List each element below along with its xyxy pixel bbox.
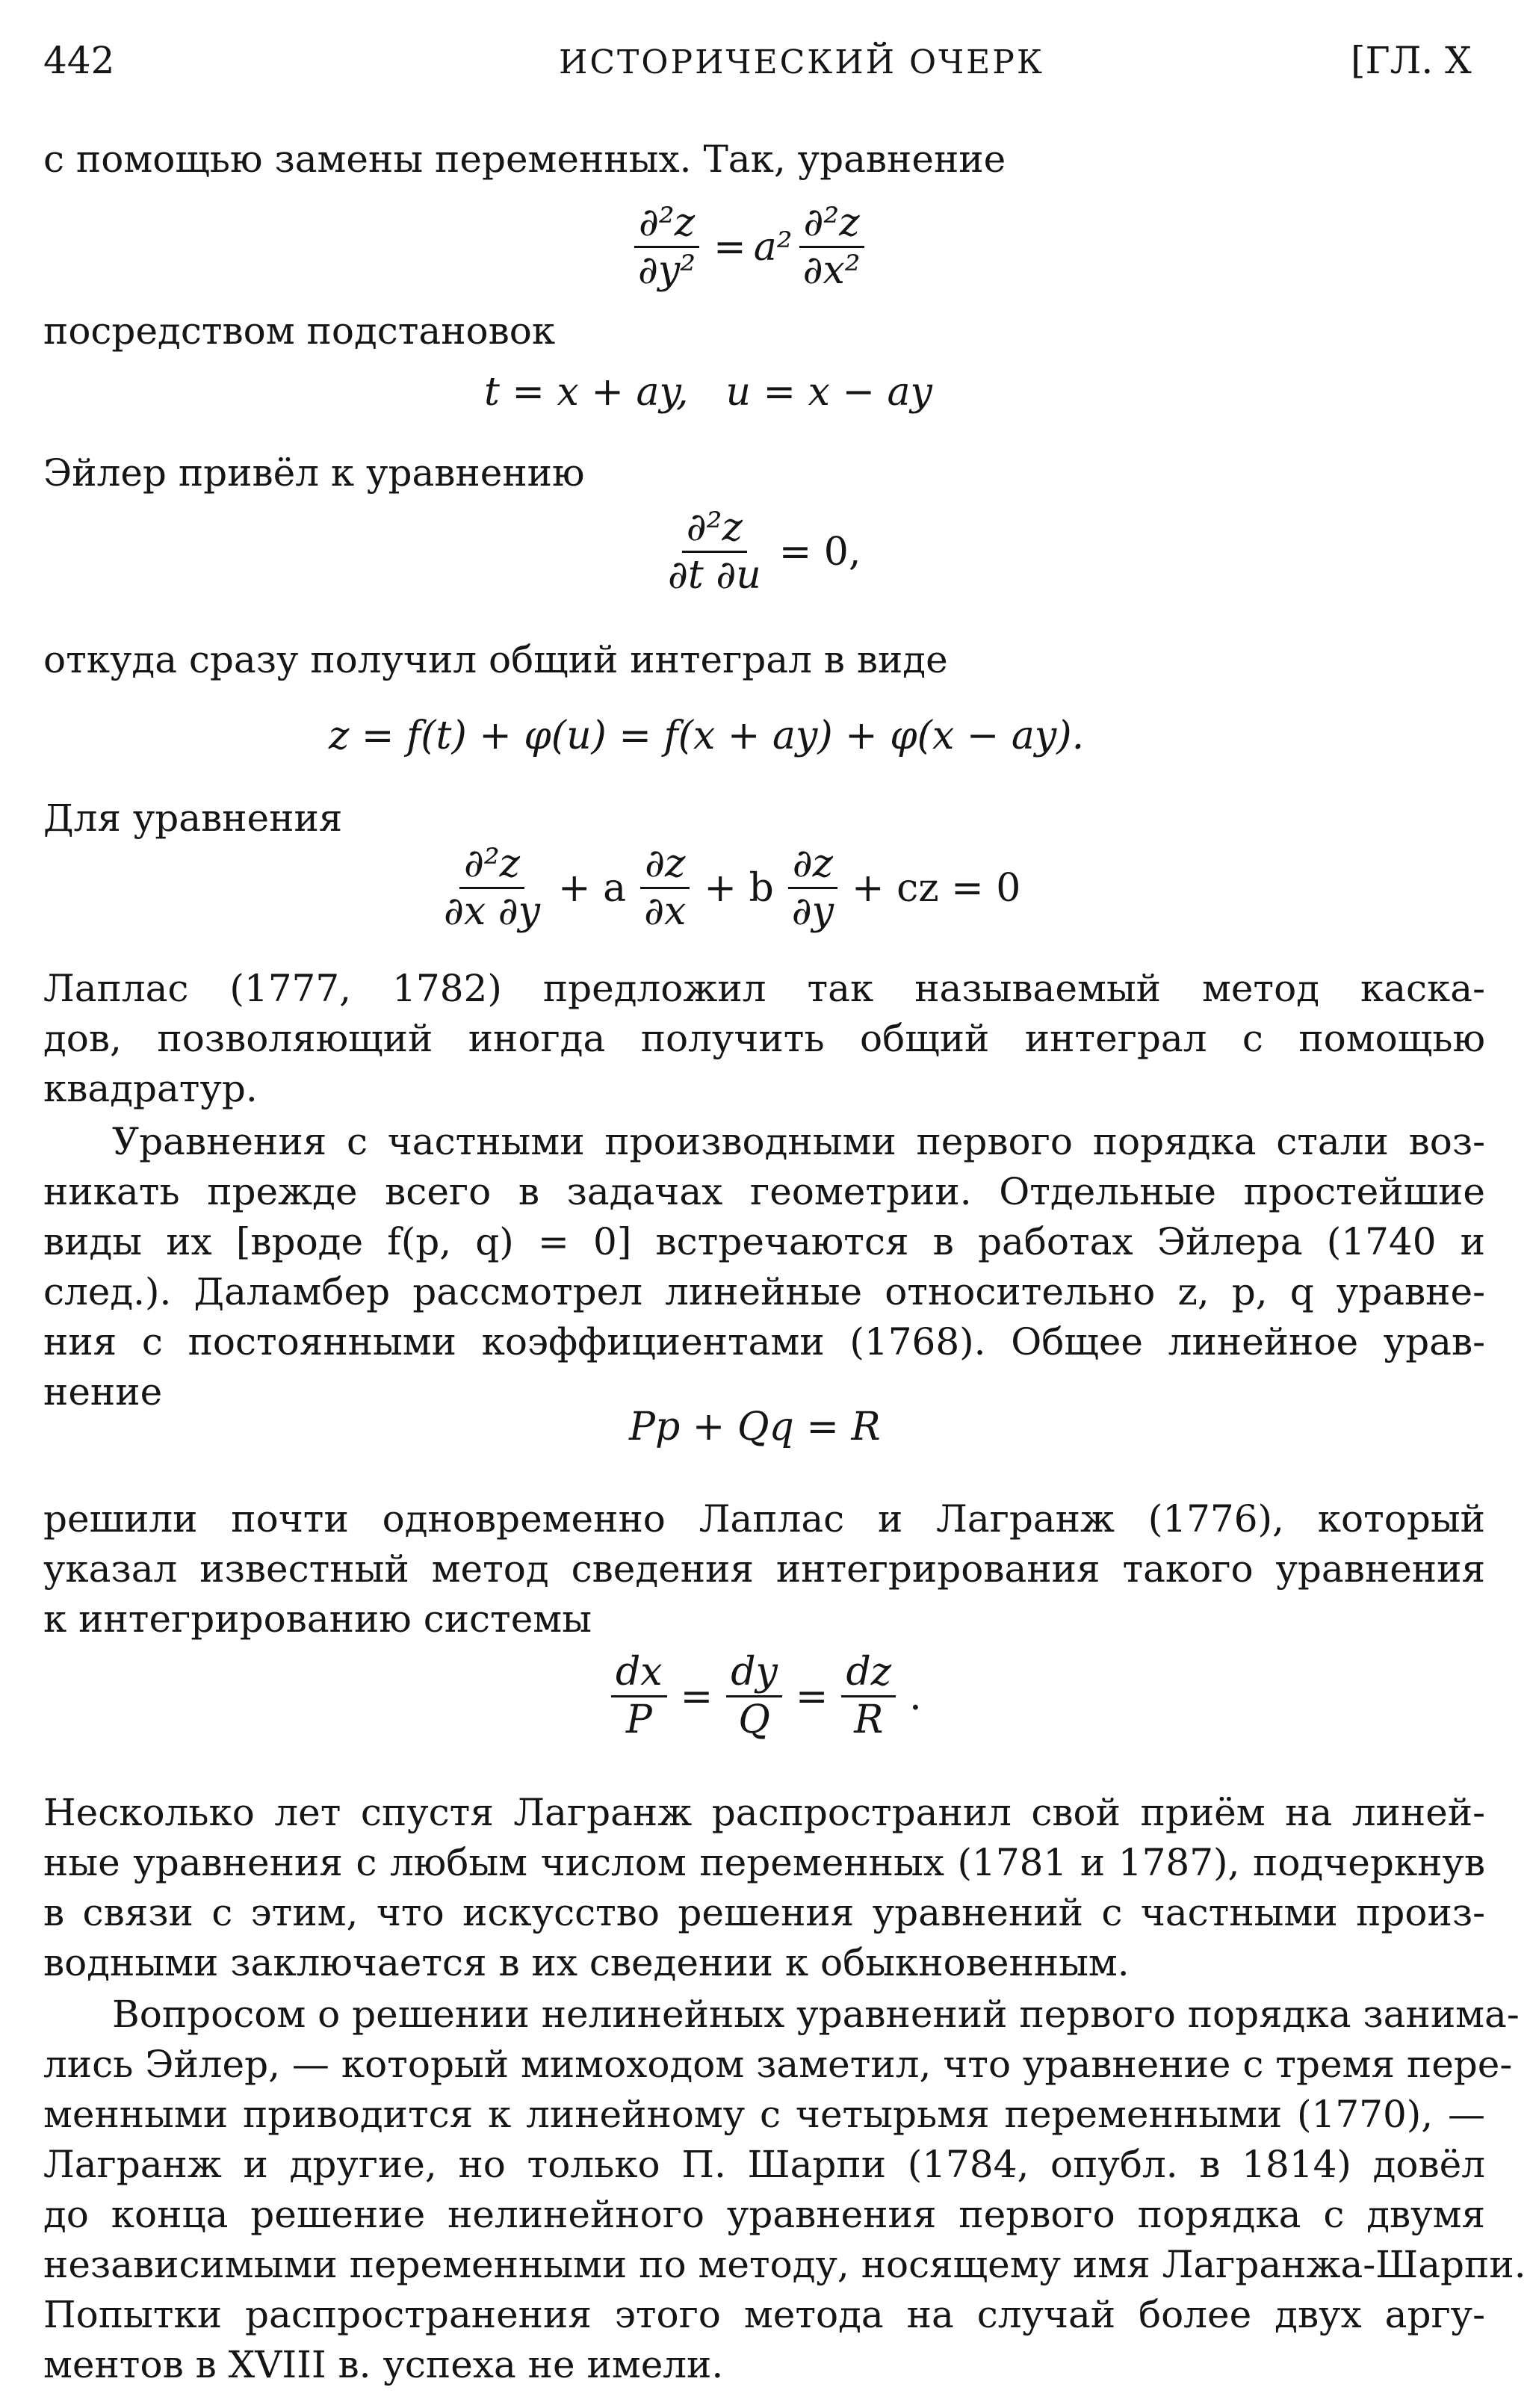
numerator: ∂²z <box>634 202 699 248</box>
numerator: ∂²z <box>682 507 747 553</box>
term-a: + a <box>558 865 627 911</box>
paragraph-substitution <box>43 306 1485 356</box>
text-line: Несколько лет спустя Лагранж распространил свой приём на линей- <box>43 1791 1485 1834</box>
numerator: dz <box>841 1651 896 1697</box>
text-line: менными приводится к линейному с четырьмя переменными (1770), — <box>43 2093 1485 2136</box>
numerator: dx <box>611 1651 667 1697</box>
text-line: дов, позволяющий иногда получить общий интеграл с помощью <box>43 1017 1485 1060</box>
text-line: лись Эйлер, — который мимоходом заметил, что уравнение с тремя пере- <box>43 2043 1513 2086</box>
text-line: ментов в XVIII в. успеха не имели. <box>43 2343 724 2386</box>
paragraph-intro <box>43 134 1485 185</box>
text-line: никать прежде всего в задачах геометрии. Отдельные простейшие <box>43 1170 1485 1213</box>
text-line: Для уравнения <box>43 796 343 840</box>
numerator: ∂z <box>640 843 690 889</box>
denominator: ∂x² <box>802 248 861 294</box>
text-line: к интегрированию системы <box>43 1597 592 1641</box>
formula-linear: Pp + Qq = R <box>629 1405 881 1449</box>
text-line: Уравнения с частными производными первого порядка стали воз- <box>112 1120 1485 1163</box>
denominator: Q <box>738 1697 770 1743</box>
paragraph-nonlinear <box>43 1990 1526 2390</box>
running-title: ИСТОРИЧЕСКИЙ ОЧЕРК <box>559 43 1044 81</box>
text-line: посредством подстановок <box>43 309 556 353</box>
text-line: квадратур. <box>43 1067 258 1110</box>
numerator: dy <box>726 1651 782 1697</box>
denominator: ∂y <box>791 889 834 935</box>
paragraph-for-equation <box>43 793 1485 844</box>
text-line: независимыми переменными по методу, носящему имя Лагранжа-Шарпи. <box>43 2243 1526 2286</box>
numerator: ∂z <box>788 843 837 889</box>
fraction <box>639 843 690 933</box>
text-line: указал известный метод сведения интегрирования такого уравнения <box>43 1547 1485 1591</box>
denominator: ∂t ∂u <box>668 553 761 598</box>
fraction <box>787 843 838 933</box>
denominator: ∂y² <box>638 248 696 294</box>
denominator: ∂x <box>644 889 687 935</box>
paragraph-solved <box>43 1494 1485 1644</box>
text-line: до конца решение нелинейного уравнения первого порядка с двумя <box>43 2193 1485 2236</box>
paragraph-laplace <box>43 964 1485 1114</box>
fraction <box>663 507 766 597</box>
fraction <box>439 843 545 933</box>
substitution-u: u = x − ay <box>725 370 932 415</box>
text-line: Лагранж и другие, но только П. Шарпи (1784, опубл. в 1814) довёл <box>43 2143 1485 2186</box>
equals-sign: = <box>795 1674 829 1719</box>
fraction <box>611 1651 667 1742</box>
chapter-label: [ГЛ. X <box>1351 39 1472 82</box>
text-line: откуда сразу получил общий интеграл в виде <box>43 638 948 681</box>
page-number: 442 <box>43 39 115 82</box>
text-line: решили почти одновременно Лаплас и Лагранж (1776), который <box>43 1497 1485 1541</box>
period: . <box>909 1674 922 1719</box>
numerator: ∂²z <box>459 843 524 889</box>
formula-mixed <box>657 507 868 597</box>
fraction <box>726 1651 782 1742</box>
text-line: Попытки распространения этого метода на случай более двух аргу- <box>43 2293 1485 2336</box>
formula-substitution <box>484 370 932 415</box>
numerator: ∂²z <box>799 202 864 248</box>
text-line: след.). Даламбер рассмотрел линейные относительно z, p, q уравне- <box>43 1270 1485 1313</box>
fraction <box>634 202 700 292</box>
text-line: виды их [вроде f(p, q) = 0] встречаются в работах Эйлера (1740 и <box>43 1220 1485 1263</box>
formula-wave <box>628 202 871 292</box>
equals-sign: = <box>713 224 746 270</box>
substitution-t: t = x + ay, <box>484 370 689 415</box>
text-line: ния с постоянными коэффициентами (1768). Общее линейное урав- <box>43 1320 1485 1364</box>
coefficient: a² <box>753 224 793 270</box>
formula-general-integral: z = f(t) + φ(u) = f(x + ay) + φ(x − ay). <box>329 714 1085 758</box>
text-line: нение <box>43 1370 163 1414</box>
denominator: R <box>854 1697 884 1743</box>
paragraph-first-order <box>43 1117 1485 1417</box>
paragraph-euler <box>43 448 1485 498</box>
text-line: с помощью замены переменных. Так, уравнение <box>43 137 1006 181</box>
equals-sign: = <box>680 1674 713 1719</box>
text-line: ные уравнения с любым числом переменных (1781 и 1787), подчеркнув <box>43 1841 1485 1884</box>
term-cz: + cz = 0 <box>852 865 1021 911</box>
formula-system <box>605 1651 929 1742</box>
text-line: в связи с этим, что искусство решения уравнений с частными произ- <box>43 1891 1485 1934</box>
fraction <box>841 1651 896 1742</box>
text-line: Лаплас (1777, 1782) предложил так называемый метод каска- <box>43 967 1485 1010</box>
denominator: P <box>625 1697 652 1743</box>
paragraph-lagrange-later <box>43 1788 1485 1988</box>
equals-zero: = 0, <box>778 529 861 575</box>
denominator: ∂x ∂y <box>444 889 541 935</box>
text-line: водными заключается в их сведении к обыкновенным. <box>43 1941 1130 1984</box>
fraction <box>799 202 865 292</box>
paragraph-integral <box>43 635 1485 685</box>
term-b: + b <box>704 865 774 911</box>
formula-laplace <box>433 843 1028 933</box>
text-line: Вопросом о решении нелинейных уравнений первого порядка занима- <box>112 1993 1520 2036</box>
text-line: Эйлер привёл к уравнению <box>43 451 585 495</box>
